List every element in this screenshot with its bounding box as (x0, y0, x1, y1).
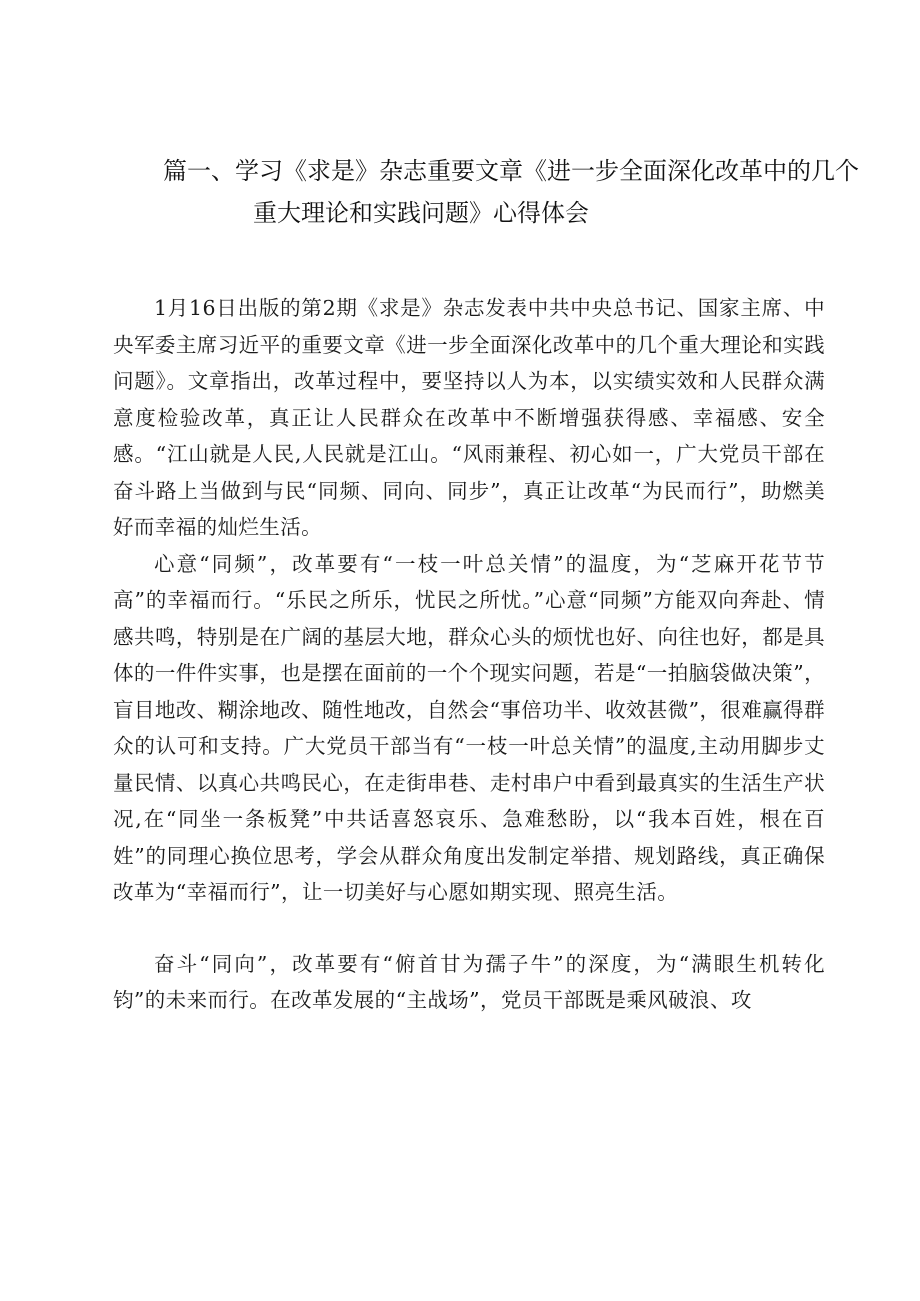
paragraph-1: 1月16日出版的第2期《求是》杂志发表中共中央总书记、国家主席、中央军委主席习近平的重要文章《进一步全面深化改革中的几个重大理论和实践问题》。文章指出，改革过程中，要坚持以人为本，以实绩实效和人民群众满意度检验改革，真正让人民群众在改革中不断增强获得感、幸福感、安全感。“江山就是人民,人民就是江山。“风雨兼程、初心如一，广大党员干部在奋斗路上当做到与民“同频、同向、同步”，真正让改革“为民而行”，助燃美好而幸福的灿烂生活。 (113, 296, 825, 539)
title-line-2: 重大理论和实践问题》心得体会 (253, 199, 589, 227)
title-line-1: 篇一、学习《求是》杂志重要文章《进一步全面深化改革中的几个 (163, 157, 859, 185)
document-title (163, 150, 859, 234)
paragraph-2: 心意“同频”，改革要有“一枝一叶总关情”的温度，为“芝麻开花节节高”的幸福而行。“乐民之所乐，忧民之所忧。”心意“同频”方能双向奔赴、情感共鸣，特别是在广阔的基层大地，群众心头的烦忧也好、向往也好，都是具体的一件件实事，也是摆在面前的一个个现实问题，若是“一拍脑袋做决策”，盲目地改、糊涂地改、随性地改，自然会“事倍功半、收效甚微”，很难赢得群众的认可和支持。广大党员干部当有“一枝一叶总关情”的温度,主动用脚步丈量民情、以真心共鸣民心，在走街串巷、走村串户中看到最真实的生活生产状况,在“同坐一条板凳”中共话喜怒哀乐、急难愁盼，以“我本百姓，根在百姓”的同理心换位思考，学会从群众角度出发制定举措、规划路线，真正确保改革为“幸福而行”，让一切美好与心愿如期实现、照亮生活。 (113, 551, 825, 904)
paragraph-3: 奋斗“同向”，改革要有“俯首甘为孺子牛”的深度，为“满眼生机转化钧”的未来而行。在改革发展的“主战场”，党员干部既是乘风破浪、攻 (113, 951, 825, 1012)
document-body (113, 290, 825, 1019)
